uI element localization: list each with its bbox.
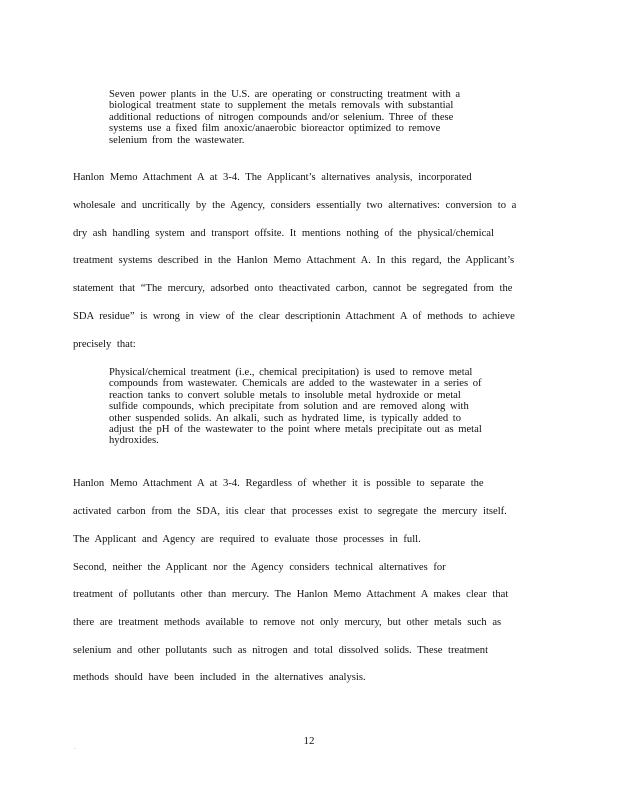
body-line: methods should have been included in the alternatives analysis. (73, 672, 366, 683)
text-line: Physical/chemical treatment (i.e., chemical precipitation) is used to remove metal (109, 367, 473, 378)
block-quote-selenium-treatment (109, 89, 509, 146)
body-line: there are treatment methods available to remove not only mercury, but other metals such as (73, 617, 502, 628)
body-line: The Applicant and Agency are required to evaluate those processes in full. (73, 534, 421, 545)
text-line: reaction tanks to convert soluble metals to insoluble metal hydroxide or metal (109, 389, 461, 401)
body-line: treatment systems described in the Hanlon Memo Attachment A. In this regard, the Applicant’s (73, 255, 515, 266)
page-number: 12 (303, 735, 315, 747)
text-line: other suspended solids. An alkali, such as hydrated lime, is typically added to (109, 412, 462, 424)
text-line: hydroxides. (109, 435, 159, 447)
body-line: activated carbon from the SDA, itis clear that processes exist to segregate the mercury itself. (73, 506, 507, 517)
body-line: wholesale and uncritically by the Agency, considers essentially two alternatives: conversion to a (73, 200, 517, 211)
text-line: selenium from the wastewater. (109, 134, 245, 146)
text-line: adjust the pH of the wastewater to the point where metals precipitate out as metal (109, 424, 482, 436)
body-line: Hanlon Memo Attachment A at 3-4. Regardless of whether it is possible to separate the (73, 478, 484, 489)
text-line: Seven power plants in the U.S. are operating or constructing treatment with a (109, 89, 461, 100)
text-line: biological treatment state to supplement the metals removals with substantial (109, 100, 454, 112)
block-quote-physical-chemical-treatment (109, 367, 509, 447)
body-line: precisely that: (73, 339, 136, 350)
body-line: treatment of pollutants other than mercury. The Hanlon Memo Attachment A makes clear that (73, 589, 509, 600)
body-line: selenium and other pollutants such as nitrogen and total dissolved solids. These treatment (73, 645, 489, 656)
text-line: compounds from wastewater. Chemicals are added to the wastewater in a series of (109, 378, 482, 390)
body-line: statement that “The mercury, adsorbed onto theactivated carbon, cannot be segregated from the (73, 283, 513, 294)
body-line: Hanlon Memo Attachment A at 3-4. The Applicant’s alternatives analysis, incorporated (73, 172, 472, 183)
text-line: systems use a fixed film anoxic/anaerobic bioreactor optimized to remove (109, 123, 441, 135)
body-line: dry ash handling system and transport offsite. It mentions nothing of the physical/chemical (73, 228, 494, 239)
body-line: Second, neither the Applicant nor the Agency considers technical alternatives for (73, 562, 446, 573)
text-line: sulfide compounds, which precipitate from solution and are removed along with (109, 401, 469, 413)
body-line: SDA residue” is wrong in view of the clear descriptionin Attachment A of methods to achieve (73, 311, 515, 322)
scan-speck: . (74, 745, 76, 751)
text-line: additional reductions of nitrogen compounds and/or selenium. Three of these (109, 111, 454, 123)
